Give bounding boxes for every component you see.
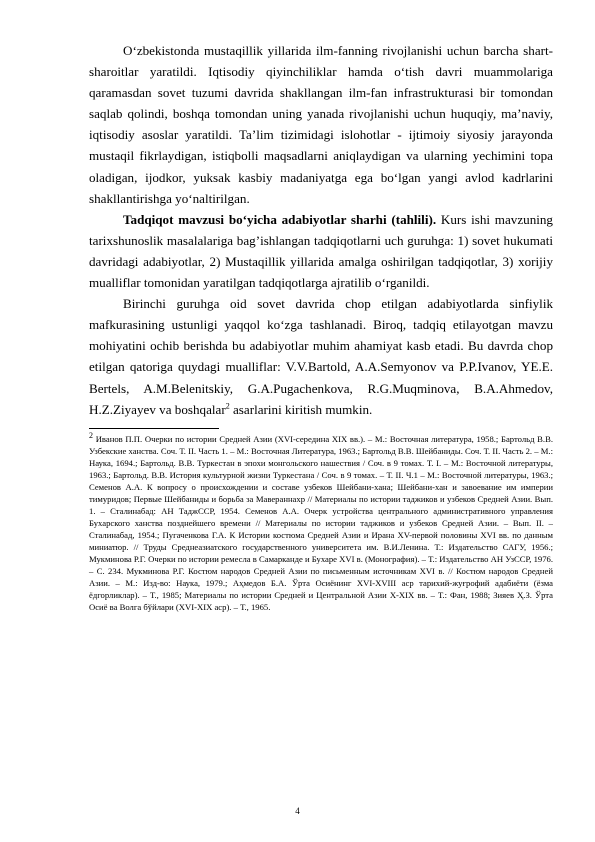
document-page xyxy=(89,40,553,613)
footnote-reference[interactable]: 2 xyxy=(225,401,230,411)
footnote-marker: 2 xyxy=(89,430,93,440)
paragraph-literature-review xyxy=(89,209,553,293)
paragraph-first-group xyxy=(89,293,553,420)
page-number: 4 xyxy=(295,806,300,816)
section-heading: Tadqiqot mavzusi bo‘yicha adabiyotlar sharhi (tahlili). xyxy=(123,211,437,227)
paragraph-literature-review-body: Kurs ishi mavzuning tarixshunoslik masalalariga bag’ishlangan tadqiqotlarni uch guruhga: 1) sovet hukumati davridagi adabiyotlar, 2) Mustaqillik yillarida amalga oshirilgan tadqiqotlar, 3) xorijiy mualliflar tomonidan yaratilgan tadqiqotlarga ajratilib o‘rganildi. xyxy=(89,211,553,291)
footnote xyxy=(89,430,553,614)
footnote-text: Иванов П.П. Очерки по истории Средней Азии (XVI-середина XIX вв.). – М.: Восточная литература, 1958.; Бартольд В.В. Узбекские ханства. Соч. Т. II. Часть 1. – М.: Восточная Литература, 1963.; Бартольд В.В. Шейбаниды. Соч. Т. II. Часть 2. – М.: Наука, 1694.; Бартольд. В.В. Туркестан в эпохи монгольского нашествия / Соч. в 9 томах. Т. I. – М.: Восточной литературы, 1963.; Бартольд. В.В. История культурной жизни Туркестана / Соч. в 9 томах. – Т. II. Ч.1 – М.: Восточной литературы, 1963.; Семенов А.А. К вопросу о происхождении и составе узбеков Шейбани-хана; Шейбани-хан и завоевание им империи тимуридов; Первые Шейбаниды и борьба за Мавераннахр // Материалы по истории таджиков и узбеков Средней Азии. Вып. 1. – Сталинабад: АН ТаджССР, 1954. Семенов А.А. Очерк устройства центрального административного управления Бухарского ханства позднейшего времени // Материалы по истории таджиков и узбеков Средней Азии. – Вып. II. – Сталинабад, 1954.; Пугаченкова Г.А. К Истории костюма Средней Азии и Ирана XV-первой половины XVI вв. по данным миниатюр. // Труды Среднеазиатского государственного университета им. В.И.Ленина. Т.: Издательство САГУ, 1956.; Мукминова Р.Г. Очерки по истории ремесла в Самарканде и Бухаре XVI в. (Монография). – Т.: Издательство АН УзССР, 1976. – С. 234. Мукминова Р.Г. Костюм народов Средней Азии по письменным источникам XVI в. // Костюм народов Средней Азии. – М.: Изд-во: Наука, 1979.; Аҳмедов Б.А. Ўрта Осиёнинг XVI-XVIII аср тарихий-жуғрофий адабиёти (ёзма ёдгорликлар). – Т., 1985; Материалы по истории Средней и Центральной Азии X-XIX вв. – Т.: Фан, 1988; Зияев Ҳ.З. Ўрта Осиё ва Волга бўйлари (XVI-XIX аср). – Т., 1965. xyxy=(89,433,553,613)
footnote-divider xyxy=(89,428,219,429)
paragraph-first-group-text: Birinchi guruhga oid sovet davrida chop etilgan adabiyotlarda sinfiylik mafkurasining ustunligi yaqqol ko‘zga tashlanadi. Biroq, tadqiq etilayotgan mavzu mohiyatini ochib berishda bu adabiyotlar muhim ahamiyat kasb etadi. Bu davrda chop etilgan qatoriga quydagi mualliflar: V.V.Bartold, A.A.Semyonov va P.P.Ivanov, YE.E. Bertels, A.M.Belenitskiy, G.A.Pugachenkova, R.G.Muqminova, B.A.Ahmedov, H.Z.Ziyayev va boshqalar xyxy=(89,296,553,417)
paragraph-intro: O‘zbekistonda mustaqillik yillarida ilm-fanning rivojlanishi uchun barcha shart-sharoitlar yaratildi. Iqtisodiy qiyinchiliklar hamda o‘tish davri muammolariga qaramasdan sovet tuzumi davrida shakllangan ilm-fan infrastrukturasi bir tomondan saqlab qolindi, boshqa tomondan uning yanada rivojlanishi uchun huquqiy, ma’naviy, iqtisodiy asoslar yaratildi. Ta’lim tizimidagi islohotlar - ijtimoiy siyosiy jarayonda mustaqil fikrlaydigan, istiqbolli maqsadlarni aniqlaydigan va ularning yechimini topa oladigan, ijodkor, yuksak kasbiy madaniyatga ega bo‘lgan yangi avlod kadrlarini shakllantirishga yo‘naltirilgan. xyxy=(89,43,553,206)
paragraph-first-group-tail: asarlarini kiritish mumkin. xyxy=(229,401,373,417)
